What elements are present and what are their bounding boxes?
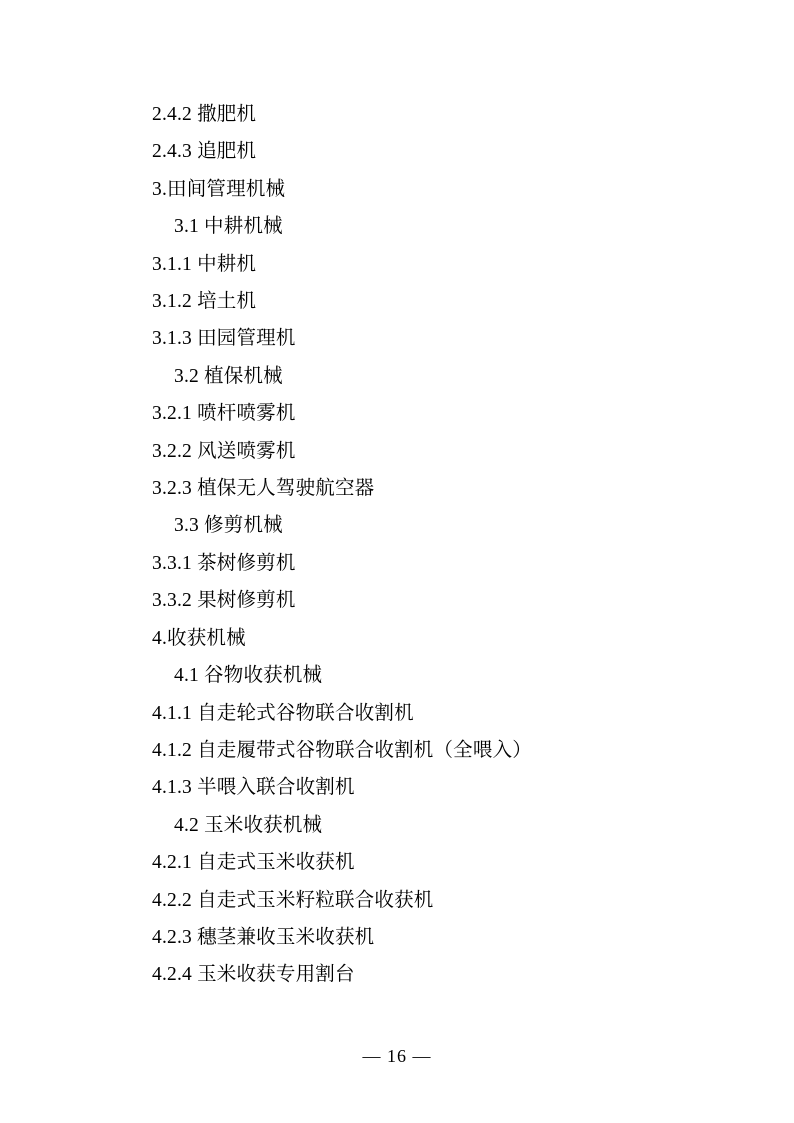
toc-entry: 3.3.2 果树修剪机 — [152, 590, 296, 612]
toc-entry: 4.1.3 半喂入联合收割机 — [152, 777, 355, 799]
toc-entry: 2.4.2 撒肥机 — [152, 104, 257, 125]
toc-entry: 4.2.3 穗茎兼收玉米收获机 — [152, 926, 375, 948]
toc-entry: 2.4.3 追肥机 — [152, 141, 257, 163]
toc-entry: 3.2.2 风送喷雾机 — [152, 440, 296, 462]
table-of-contents — [152, 96, 684, 994]
toc-entry: 4.1.2 自走履带式谷物联合收割机（全喂入） — [152, 739, 532, 761]
toc-entry: 3.2.1 喷杆喷雾机 — [152, 403, 296, 425]
page-number: — 16 — — [362, 1046, 432, 1066]
toc-entry: 3.2.3 植保无人驾驶航空器 — [152, 478, 375, 500]
toc-entry: 3.1 中耕机械 — [174, 216, 283, 238]
toc-entry: 4.2.4 玉米收获专用割台 — [152, 964, 355, 986]
toc-entry: 3.1.3 田园管理机 — [152, 328, 296, 350]
toc-entry: 4.2.2 自走式玉米籽粒联合收获机 — [152, 889, 434, 911]
toc-entry: 4.2.1 自走式玉米收获机 — [152, 852, 355, 874]
toc-entry: 3.1.1 中耕机 — [152, 253, 257, 275]
toc-entry: 4.收获机械 — [152, 627, 246, 649]
toc-entry: 3.3.1 茶树修剪机 — [152, 552, 296, 574]
toc-entry: 3.1.2 培土机 — [152, 291, 257, 313]
toc-entry: 4.2 玉米收获机械 — [174, 814, 323, 836]
toc-entry: 4.1 谷物收获机械 — [174, 665, 323, 687]
toc-entry: 3.2 植保机械 — [174, 365, 283, 387]
toc-entry: 3.3 修剪机械 — [174, 515, 283, 537]
toc-entry: 3.田间管理机械 — [152, 178, 286, 200]
toc-entry: 4.1.1 自走轮式谷物联合收割机 — [152, 702, 414, 724]
